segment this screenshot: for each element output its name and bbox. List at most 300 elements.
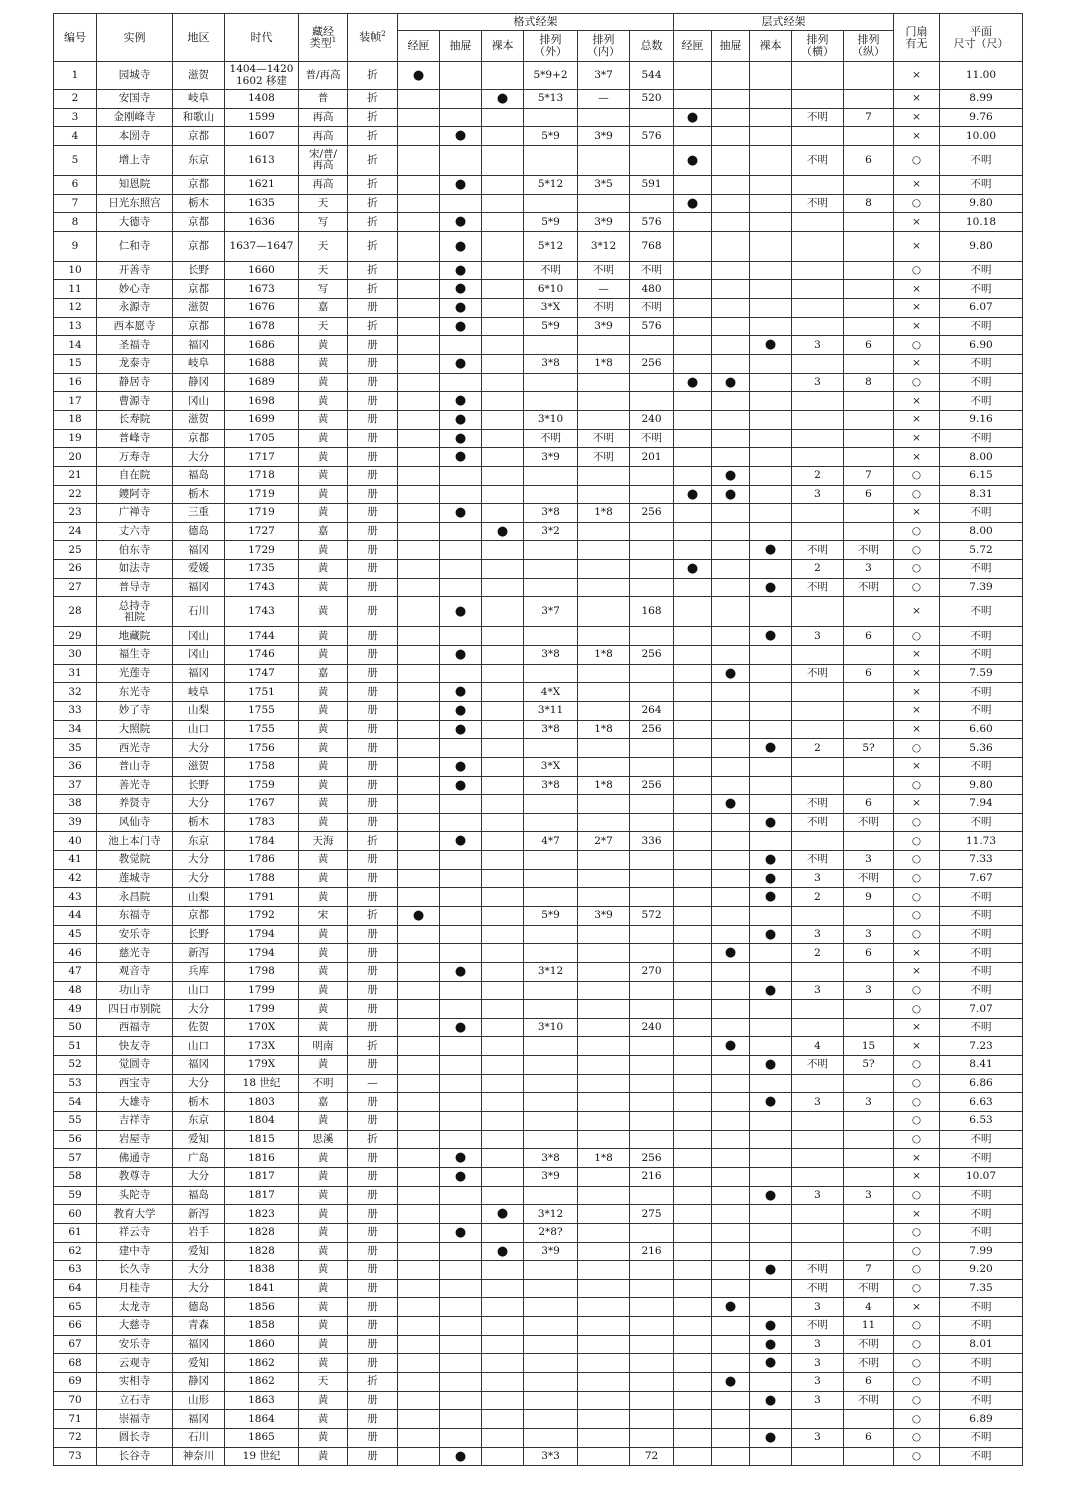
cell-example-line: 教尊寺 bbox=[118, 1170, 151, 1183]
cell-layer-bare: ● bbox=[750, 1261, 792, 1280]
cell-grid-bare bbox=[482, 373, 524, 392]
cell-region: 福冈 bbox=[173, 1335, 225, 1354]
cell-region: 栃木 bbox=[173, 1093, 225, 1112]
cell-size: 不明 bbox=[940, 1373, 1023, 1392]
cell-layer-bare bbox=[750, 720, 792, 739]
cell-layer-case bbox=[674, 448, 712, 467]
cell-era-line: 1705 bbox=[248, 431, 275, 444]
cell-layer-bare: ● bbox=[750, 813, 792, 832]
cell-sutra-type bbox=[299, 560, 348, 579]
header-grid-arr-inner: 排列 （内） bbox=[578, 31, 630, 62]
cell-grid-arr-inner bbox=[578, 1317, 630, 1336]
cell-door: ○ bbox=[894, 541, 940, 560]
cell-layer-bare: ● bbox=[750, 1186, 792, 1205]
table-row bbox=[54, 757, 1023, 776]
cell-layer-case bbox=[674, 1112, 712, 1131]
cell-grid-drawer: ● bbox=[440, 646, 482, 665]
cell-layer-arr-vert bbox=[844, 231, 894, 261]
cell-era bbox=[225, 925, 299, 944]
cell-grid-drawer: ● bbox=[440, 448, 482, 467]
cell-size: 不明 bbox=[940, 962, 1023, 981]
cell-grid-arr-inner: 1*8 bbox=[578, 646, 630, 665]
header-layer-drawer: 抽屉 bbox=[712, 31, 750, 62]
cell-sutra-type bbox=[299, 646, 348, 665]
table-row bbox=[54, 194, 1023, 213]
cell-no: 70 bbox=[54, 1391, 97, 1410]
cell-door: × bbox=[894, 1037, 940, 1056]
cell-grid-case bbox=[398, 1428, 440, 1447]
cell-region: 东京 bbox=[173, 1112, 225, 1131]
cell-era-line: 1841 bbox=[248, 1282, 275, 1295]
cell-grid-arr-inner bbox=[578, 522, 630, 541]
cell-grid-total bbox=[630, 888, 674, 907]
cell-era-line: 1858 bbox=[248, 1319, 275, 1332]
cell-example-line: 妙了寺 bbox=[118, 704, 151, 717]
cell-layer-arr-horiz bbox=[792, 522, 844, 541]
table-row bbox=[54, 720, 1023, 739]
cell-layer-drawer bbox=[712, 1186, 750, 1205]
cell-grid-bare bbox=[482, 962, 524, 981]
cell-region: 京都 bbox=[173, 280, 225, 299]
cell-layer-drawer: ● bbox=[712, 1037, 750, 1056]
cell-example bbox=[97, 1410, 173, 1429]
cell-layer-bare bbox=[750, 429, 792, 448]
cell-no: 38 bbox=[54, 795, 97, 814]
cell-grid-case bbox=[398, 194, 440, 213]
cell-grid-arr-inner bbox=[578, 813, 630, 832]
cell-door: × bbox=[894, 448, 940, 467]
cell-grid-drawer: ● bbox=[440, 701, 482, 720]
cell-layer-bare bbox=[750, 504, 792, 523]
cell-grid-drawer bbox=[440, 1391, 482, 1410]
cell-layer-case bbox=[674, 1373, 712, 1392]
cell-grid-total: 768 bbox=[630, 231, 674, 261]
cell-example bbox=[97, 795, 173, 814]
cell-grid-drawer bbox=[440, 466, 482, 485]
cell-era bbox=[225, 664, 299, 683]
cell-grid-bare bbox=[482, 1056, 524, 1075]
cell-era-line: 1767 bbox=[248, 797, 275, 810]
cell-grid-arr-outer bbox=[524, 541, 578, 560]
cell-grid-drawer bbox=[440, 1354, 482, 1373]
cell-size: 不明 bbox=[940, 906, 1023, 925]
header-grid-arr-outer: 排列 （外） bbox=[524, 31, 578, 62]
cell-era-line: 19 世纪 bbox=[242, 1449, 281, 1462]
cell-era bbox=[225, 1298, 299, 1317]
cell-example bbox=[97, 888, 173, 907]
cell-region: 岩手 bbox=[173, 1223, 225, 1242]
cell-era bbox=[225, 504, 299, 523]
cell-sutra-type-line: 黄 bbox=[317, 741, 329, 754]
cell-grid-arr-inner bbox=[578, 1428, 630, 1447]
cell-grid-case bbox=[398, 720, 440, 739]
cell-grid-arr-outer bbox=[524, 739, 578, 758]
cell-binding: 册 bbox=[348, 410, 398, 429]
cell-example bbox=[97, 62, 173, 90]
cell-era-line: 1621 bbox=[248, 178, 275, 191]
cell-grid-drawer: ● bbox=[440, 597, 482, 627]
cell-grid-arr-inner bbox=[578, 981, 630, 1000]
cell-layer-drawer bbox=[712, 832, 750, 851]
cell-grid-arr-outer: 3*12 bbox=[524, 962, 578, 981]
cell-region: 福冈 bbox=[173, 1056, 225, 1075]
cell-layer-bare bbox=[750, 90, 792, 109]
table-row bbox=[54, 683, 1023, 702]
cell-era-line: 1838 bbox=[248, 1263, 275, 1276]
cell-sutra-type bbox=[299, 1279, 348, 1298]
cell-layer-arr-vert bbox=[844, 720, 894, 739]
table-row bbox=[54, 1056, 1023, 1075]
cell-layer-bare: ● bbox=[750, 627, 792, 646]
cell-layer-bare bbox=[750, 906, 792, 925]
cell-layer-case bbox=[674, 1074, 712, 1093]
cell-size: 不明 bbox=[940, 175, 1023, 194]
cell-no: 66 bbox=[54, 1317, 97, 1336]
cell-door: ○ bbox=[894, 832, 940, 851]
cell-sutra-type bbox=[299, 1037, 348, 1056]
cell-grid-total bbox=[630, 925, 674, 944]
cell-grid-arr-inner bbox=[578, 541, 630, 560]
cell-grid-arr-inner: — bbox=[578, 280, 630, 299]
cell-layer-case bbox=[674, 1261, 712, 1280]
cell-door: × bbox=[894, 1018, 940, 1037]
cell-era-line: 1729 bbox=[248, 543, 275, 556]
cell-binding: 册 bbox=[348, 466, 398, 485]
cell-layer-case bbox=[674, 1093, 712, 1112]
cell-sutra-type bbox=[299, 1242, 348, 1261]
cell-grid-total bbox=[630, 683, 674, 702]
header-layer-shelf-group: 层式经架 bbox=[674, 14, 894, 31]
cell-layer-case bbox=[674, 1447, 712, 1466]
cell-sutra-type-line: 黄 bbox=[317, 1431, 329, 1444]
cell-sutra-type-line: 嘉 bbox=[317, 525, 329, 538]
cell-layer-bare bbox=[750, 213, 792, 232]
cell-size: 不明 bbox=[940, 1391, 1023, 1410]
cell-grid-drawer bbox=[440, 90, 482, 109]
cell-sutra-type bbox=[299, 108, 348, 127]
cell-era bbox=[225, 597, 299, 627]
cell-sutra-type bbox=[299, 906, 348, 925]
cell-layer-bare bbox=[750, 1298, 792, 1317]
cell-sutra-type bbox=[299, 944, 348, 963]
cell-region: 福岛 bbox=[173, 466, 225, 485]
cell-region: 京都 bbox=[173, 175, 225, 194]
cell-sutra-type-line: 明南 bbox=[312, 1039, 334, 1052]
cell-example bbox=[97, 851, 173, 870]
cell-grid-arr-inner bbox=[578, 1298, 630, 1317]
cell-layer-arr-horiz: 不明 bbox=[792, 813, 844, 832]
cell-grid-bare bbox=[482, 299, 524, 318]
cell-region: 岐阜 bbox=[173, 683, 225, 702]
cell-sutra-type-line: 黄 bbox=[317, 543, 329, 556]
cell-layer-bare: ● bbox=[750, 888, 792, 907]
cell-no: 37 bbox=[54, 776, 97, 795]
cell-example bbox=[97, 541, 173, 560]
cell-size: 不明 bbox=[940, 888, 1023, 907]
cell-era bbox=[225, 720, 299, 739]
cell-era bbox=[225, 795, 299, 814]
cell-layer-arr-horiz bbox=[792, 646, 844, 665]
cell-grid-arr-inner bbox=[578, 1447, 630, 1466]
cell-region: 长野 bbox=[173, 261, 225, 280]
cell-no: 7 bbox=[54, 194, 97, 213]
cell-size: 不明 bbox=[940, 1298, 1023, 1317]
cell-era bbox=[225, 1167, 299, 1186]
cell-grid-case bbox=[398, 981, 440, 1000]
cell-grid-bare bbox=[482, 1149, 524, 1168]
cell-binding: 册 bbox=[348, 813, 398, 832]
table-row bbox=[54, 429, 1023, 448]
table-row bbox=[54, 1428, 1023, 1447]
cell-example-line: 慈光寺 bbox=[118, 946, 151, 959]
cell-layer-arr-vert bbox=[844, 1242, 894, 1261]
cell-binding: 册 bbox=[348, 1298, 398, 1317]
cell-layer-arr-vert bbox=[844, 776, 894, 795]
cell-binding: 册 bbox=[348, 720, 398, 739]
cell-layer-arr-horiz: 3 bbox=[792, 1428, 844, 1447]
cell-grid-arr-outer: 3*8 bbox=[524, 355, 578, 374]
cell-era bbox=[225, 1223, 299, 1242]
cell-grid-arr-outer: 3*10 bbox=[524, 1018, 578, 1037]
cell-size: 不明 bbox=[940, 429, 1023, 448]
cell-sutra-type-line: 黄 bbox=[317, 872, 329, 885]
cell-grid-arr-inner: 3*9 bbox=[578, 213, 630, 232]
cell-no: 68 bbox=[54, 1354, 97, 1373]
cell-grid-drawer bbox=[440, 485, 482, 504]
cell-grid-total: 591 bbox=[630, 175, 674, 194]
cell-grid-arr-inner: 3*9 bbox=[578, 127, 630, 146]
cell-size: 8.00 bbox=[940, 522, 1023, 541]
cell-region: 栃木 bbox=[173, 485, 225, 504]
cell-no: 71 bbox=[54, 1410, 97, 1429]
header-layer-arr-vert: 排列 （纵） bbox=[844, 31, 894, 62]
cell-grid-case bbox=[398, 466, 440, 485]
cell-layer-arr-vert: 8 bbox=[844, 194, 894, 213]
cell-size: 7.39 bbox=[940, 578, 1023, 597]
cell-grid-arr-inner bbox=[578, 795, 630, 814]
cell-example bbox=[97, 355, 173, 374]
cell-grid-drawer: ● bbox=[440, 720, 482, 739]
cell-example bbox=[97, 1186, 173, 1205]
table-row bbox=[54, 739, 1023, 758]
cell-layer-bare bbox=[750, 1018, 792, 1037]
cell-grid-arr-inner bbox=[578, 560, 630, 579]
cell-grid-case bbox=[398, 1037, 440, 1056]
cell-grid-bare bbox=[482, 627, 524, 646]
cell-region: 广岛 bbox=[173, 1149, 225, 1168]
table-row bbox=[54, 776, 1023, 795]
cell-sutra-type-line: 黄 bbox=[317, 983, 329, 996]
cell-no: 32 bbox=[54, 683, 97, 702]
cell-example-line: 妙心寺 bbox=[118, 282, 151, 295]
cell-layer-arr-vert bbox=[844, 175, 894, 194]
cell-binding: 册 bbox=[348, 776, 398, 795]
header-no: 编号 bbox=[54, 14, 97, 62]
cell-binding: 册 bbox=[348, 448, 398, 467]
cell-size: 9.76 bbox=[940, 108, 1023, 127]
cell-layer-drawer: ● bbox=[712, 1298, 750, 1317]
cell-layer-arr-vert bbox=[844, 1149, 894, 1168]
cell-sutra-type-line: 黄 bbox=[317, 1226, 329, 1239]
cell-grid-bare bbox=[482, 448, 524, 467]
cell-grid-case bbox=[398, 1018, 440, 1037]
cell-grid-case bbox=[398, 373, 440, 392]
cell-grid-bare bbox=[482, 757, 524, 776]
cell-sutra-type bbox=[299, 578, 348, 597]
cell-layer-drawer bbox=[712, 1093, 750, 1112]
table-row bbox=[54, 1261, 1023, 1280]
cell-grid-drawer bbox=[440, 1074, 482, 1093]
cell-no: 31 bbox=[54, 664, 97, 683]
cell-example bbox=[97, 1167, 173, 1186]
cell-region: 山形 bbox=[173, 1391, 225, 1410]
cell-grid-case bbox=[398, 1242, 440, 1261]
cell-grid-bare bbox=[482, 869, 524, 888]
cell-sutra-type-line: 再高 bbox=[312, 159, 334, 172]
header-grid-case: 经匣 bbox=[398, 31, 440, 62]
cell-sutra-type-line: 天 bbox=[317, 196, 329, 209]
cell-size: 不明 bbox=[940, 981, 1023, 1000]
cell-grid-total: 256 bbox=[630, 355, 674, 374]
cell-example-line: 大慈寺 bbox=[118, 1319, 151, 1332]
cell-sutra-type-line: 黄 bbox=[317, 816, 329, 829]
cell-grid-total bbox=[630, 1223, 674, 1242]
cell-no: 4 bbox=[54, 127, 97, 146]
cell-grid-bare bbox=[482, 127, 524, 146]
cell-grid-arr-inner bbox=[578, 1167, 630, 1186]
table-row bbox=[54, 646, 1023, 665]
cell-sutra-type-line: 黄 bbox=[317, 1058, 329, 1071]
cell-layer-arr-vert bbox=[844, 1018, 894, 1037]
cell-grid-arr-outer: 不明 bbox=[524, 261, 578, 280]
cell-sutra-type bbox=[299, 1298, 348, 1317]
cell-sutra-type-line: 宋 bbox=[317, 909, 329, 922]
cell-layer-case bbox=[674, 410, 712, 429]
cell-size: 不明 bbox=[940, 1018, 1023, 1037]
cell-layer-bare: ● bbox=[750, 1354, 792, 1373]
cell-grid-arr-inner: 2*7 bbox=[578, 832, 630, 851]
cell-size: 6.86 bbox=[940, 1074, 1023, 1093]
cell-era bbox=[225, 485, 299, 504]
table-row bbox=[54, 1186, 1023, 1205]
cell-layer-arr-vert bbox=[844, 701, 894, 720]
cell-era-line: 1676 bbox=[248, 301, 275, 314]
cell-era bbox=[225, 1447, 299, 1466]
cell-grid-total: 216 bbox=[630, 1167, 674, 1186]
cell-no: 57 bbox=[54, 1149, 97, 1168]
cell-layer-arr-vert bbox=[844, 906, 894, 925]
cell-example-line: 觉圆寺 bbox=[118, 1058, 151, 1071]
cell-era bbox=[225, 1242, 299, 1261]
cell-grid-total bbox=[630, 1000, 674, 1019]
cell-example-line: 金刚峰寺 bbox=[113, 110, 156, 123]
cell-layer-case bbox=[674, 1037, 712, 1056]
cell-sutra-type bbox=[299, 231, 348, 261]
cell-grid-drawer bbox=[440, 578, 482, 597]
cell-example-line: 圣福寺 bbox=[118, 338, 151, 351]
cell-layer-arr-horiz: 不明 bbox=[792, 1056, 844, 1075]
cell-sutra-type-line: 黄 bbox=[317, 581, 329, 594]
cell-grid-arr-inner bbox=[578, 1335, 630, 1354]
cell-door: ○ bbox=[894, 906, 940, 925]
cell-grid-arr-outer: 3*8 bbox=[524, 776, 578, 795]
cell-era bbox=[225, 108, 299, 127]
cell-size: 不明 bbox=[940, 701, 1023, 720]
cell-layer-case bbox=[674, 925, 712, 944]
cell-door: ○ bbox=[894, 522, 940, 541]
cell-grid-bare bbox=[482, 851, 524, 870]
cell-layer-case bbox=[674, 1018, 712, 1037]
cell-grid-case bbox=[398, 962, 440, 981]
cell-grid-drawer: ● bbox=[440, 429, 482, 448]
cell-door: × bbox=[894, 1167, 940, 1186]
cell-grid-bare bbox=[482, 1130, 524, 1149]
table-row bbox=[54, 1391, 1023, 1410]
cell-sutra-type-line: 黄 bbox=[317, 1263, 329, 1276]
cell-layer-case bbox=[674, 851, 712, 870]
cell-era-line: 1673 bbox=[248, 282, 275, 295]
cell-example-line: 安国寺 bbox=[118, 92, 151, 105]
cell-door: × bbox=[894, 646, 940, 665]
cell-sutra-type bbox=[299, 336, 348, 355]
cell-grid-total: 256 bbox=[630, 1149, 674, 1168]
cell-layer-bare bbox=[750, 1242, 792, 1261]
table-row bbox=[54, 448, 1023, 467]
cell-grid-drawer: ● bbox=[440, 231, 482, 261]
cell-sutra-type bbox=[299, 1167, 348, 1186]
cell-sutra-type bbox=[299, 1391, 348, 1410]
cell-door: ○ bbox=[894, 888, 940, 907]
cell-layer-bare bbox=[750, 355, 792, 374]
cell-era-line: 1784 bbox=[248, 834, 275, 847]
cell-size: 7.67 bbox=[940, 869, 1023, 888]
cell-grid-bare bbox=[482, 832, 524, 851]
cell-layer-arr-vert: 8 bbox=[844, 373, 894, 392]
cell-layer-drawer bbox=[712, 317, 750, 336]
cell-grid-arr-inner bbox=[578, 1261, 630, 1280]
cell-layer-bare bbox=[750, 832, 792, 851]
cell-no: 64 bbox=[54, 1279, 97, 1298]
cell-sutra-type bbox=[299, 1056, 348, 1075]
table-row bbox=[54, 1130, 1023, 1149]
cell-layer-case bbox=[674, 261, 712, 280]
cell-sutra-type bbox=[299, 664, 348, 683]
cell-grid-drawer bbox=[440, 1093, 482, 1112]
cell-grid-arr-outer: 4*X bbox=[524, 683, 578, 702]
cell-no: 22 bbox=[54, 485, 97, 504]
cell-grid-drawer bbox=[440, 906, 482, 925]
cell-sutra-type bbox=[299, 466, 348, 485]
cell-era bbox=[225, 1093, 299, 1112]
cell-example-line: 自在院 bbox=[118, 469, 151, 482]
cell-era-line: 1817 bbox=[248, 1170, 275, 1183]
cell-grid-arr-outer bbox=[524, 1428, 578, 1447]
cell-example bbox=[97, 213, 173, 232]
cell-no: 50 bbox=[54, 1018, 97, 1037]
cell-layer-arr-horiz: 3 bbox=[792, 1391, 844, 1410]
cell-no: 62 bbox=[54, 1242, 97, 1261]
cell-size: 9.20 bbox=[940, 1261, 1023, 1280]
cell-grid-arr-outer bbox=[524, 560, 578, 579]
cell-example-line: 普导寺 bbox=[118, 581, 151, 594]
cell-example-line: 园城寺 bbox=[118, 68, 151, 81]
cell-layer-case bbox=[674, 1391, 712, 1410]
cell-sutra-type-line: 黄 bbox=[317, 927, 329, 940]
cell-grid-drawer: ● bbox=[440, 299, 482, 318]
cell-no: 2 bbox=[54, 90, 97, 109]
cell-era bbox=[225, 1205, 299, 1224]
cell-sutra-type-line: 写 bbox=[317, 215, 329, 228]
